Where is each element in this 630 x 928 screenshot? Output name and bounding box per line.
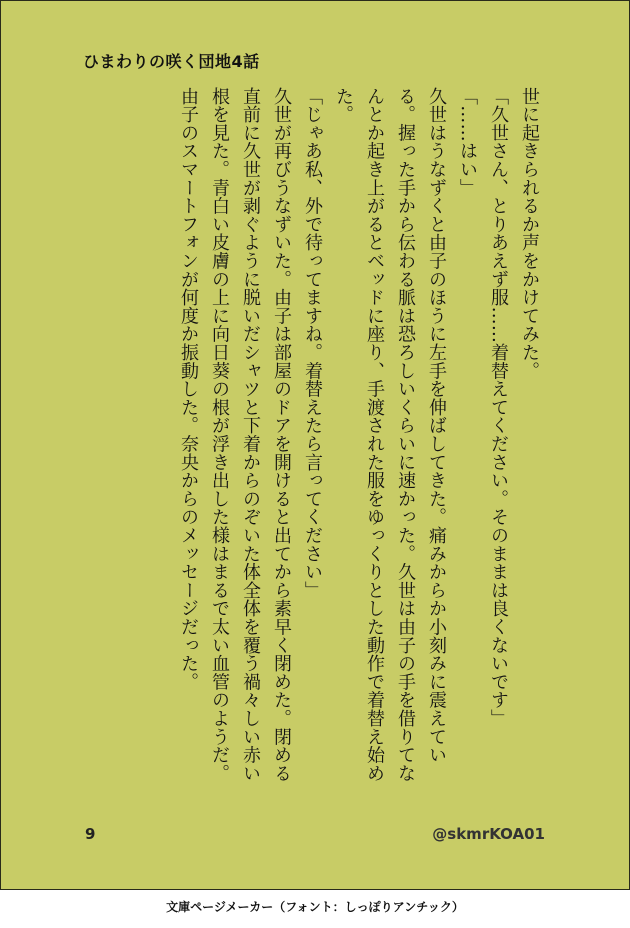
- paragraph: 久世が再びうなずいた。由子は部屋のドアを開けると出てから素早く閉めた。閉める直前に久世が剥ぐように脱いだシャツと下着からのぞいた体全体を覆う禍々しい赤い根を見た。青白い皮膚の上に向日葵の根が浮き出した様はまるで太い血管のようだ。由子のスマートフォンが何度か振動した。奈央からのメッセージだった。: [178, 87, 292, 783]
- book-title: ひまわりの咲く団地4話: [83, 52, 260, 71]
- page-number: 9: [85, 825, 96, 843]
- paragraph: 久世はうなずくと由子のほうに左手を伸ばしてきた。痛みからか小刻みに震えている。握った手から伝わる脈は恐ろしいくらいに速かった。久世は由子の手を借りてなんとか起き上がるとベッドに座り、手渡された服をゆっくりとした動作で着替え始めた。: [333, 87, 447, 783]
- author-handle: @skmrKOA01: [432, 825, 545, 843]
- vertical-body-text: [173, 87, 545, 793]
- paragraph: 「じゃあ私、外で待ってますね。着替えたら言ってください」: [302, 87, 323, 600]
- paragraph: 「……はい」: [457, 87, 478, 197]
- paragraph: 「久世さん、とりあえず服……着替えてください。そのままは良くないです」: [488, 87, 509, 728]
- generator-caption: 文庫ページメーカー（フォント：しっぽりアンチック）: [166, 900, 464, 914]
- paragraph: 世に起きられるか声をかけてみた。: [519, 87, 540, 380]
